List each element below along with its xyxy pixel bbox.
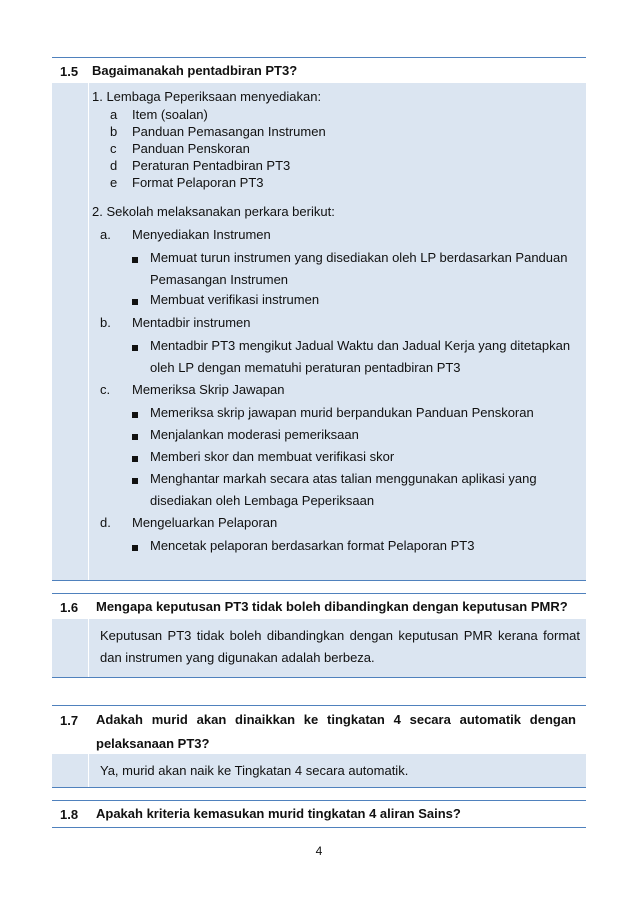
bullet-icon (132, 299, 138, 305)
bullet-icon (132, 257, 138, 263)
question-number: 1.7 (60, 713, 79, 728)
lp-intro: 1. Lembaga Peperiksaan menyediakan: (92, 89, 322, 104)
question-text: Apakah kriteria kemasukan murid tingkatan 4 aliran Sains? (96, 806, 461, 821)
answer-block-1-5 (52, 83, 586, 581)
answer-text: Keputusan PT3 tidak boleh dibandingkan dengan keputusan PMR kerana format dan instrumen yang digunakan adalah berbeza. (100, 628, 580, 665)
question-number: 1.5 (60, 64, 79, 79)
bullet-icon (132, 545, 138, 551)
lp-item: Peraturan Pentadbiran PT3 (132, 158, 291, 173)
lp-item-letter: a (110, 107, 118, 122)
question-row-1-5 (52, 57, 586, 85)
lp-item: Item (soalan) (132, 107, 208, 122)
bullet-text-continuation: disediakan oleh Lembaga Peperiksaan (150, 493, 375, 508)
page-number: 4 (315, 844, 323, 858)
lp-item: Panduan Penskoran (132, 141, 250, 156)
question-row-1-7 (52, 705, 586, 756)
bullet-text: Membuat verifikasi instrumen (150, 292, 320, 307)
bullet-text: Mentadbir PT3 mengikut Jadual Waktu dan Jadual Kerja yang ditetapkan (150, 338, 571, 353)
school-intro: 2. Sekolah melaksanakan perkara berikut: (92, 204, 335, 219)
answer-block-1-7 (52, 754, 586, 788)
bullet-text-continuation: Pemasangan Instrumen (150, 272, 289, 287)
lp-item-letter: b (110, 124, 118, 139)
lp-item: Format Pelaporan PT3 (132, 175, 264, 190)
question-text: Bagaimanakah pentadbiran PT3? (92, 63, 298, 78)
bullet-text: Mencetak pelaporan berdasarkan format Pelaporan PT3 (150, 538, 475, 553)
bullet-text: Memberi skor dan membuat verifikasi skor (150, 449, 395, 464)
bullet-text: Menghantar markah secara atas talian menggunakan aplikasi yang (150, 471, 537, 486)
answer-margin-cell (52, 619, 89, 677)
answer-text: Ya, murid akan naik ke Tingkatan 4 secara automatik. (100, 763, 409, 778)
school-item: Mentadbir instrumen (132, 315, 251, 330)
bullet-icon (132, 434, 138, 440)
answer-margin-cell (52, 83, 89, 580)
question-text: Adakah murid akan dinaikkan ke tingkatan 4 secara automatik dengan pelaksanaan PT3? (96, 712, 576, 751)
school-item: Memeriksa Skrip Jawapan (132, 382, 285, 397)
question-row-1-8 (52, 800, 586, 828)
bullet-text-continuation: oleh LP dengan mematuhi peraturan pentadbiran PT3 (150, 360, 461, 375)
question-number: 1.8 (60, 807, 79, 822)
answer-block-1-6 (52, 619, 586, 678)
bullet-icon (132, 456, 138, 462)
school-item-letter: c. (100, 382, 111, 397)
school-item: Menyediakan Instrumen (132, 227, 271, 242)
lp-item-letter: e (110, 175, 118, 190)
school-item-letter: b. (100, 315, 111, 330)
bullet-icon (132, 478, 138, 484)
bullet-icon (132, 345, 138, 351)
bullet-icon (132, 412, 138, 418)
school-item: Mengeluarkan Pelaporan (132, 515, 278, 530)
bullet-text: Memeriksa skrip jawapan murid berpandukan Panduan Penskoran (150, 405, 534, 420)
lp-item: Panduan Pemasangan Instrumen (132, 124, 326, 139)
bullet-text: Menjalankan moderasi pemeriksaan (150, 427, 359, 442)
question-row-1-6 (52, 593, 586, 621)
school-item-letter: a. (100, 227, 111, 242)
question-text: Mengapa keputusan PT3 tidak boleh dibandingkan dengan keputusan PMR? (96, 599, 568, 614)
school-item-letter: d. (100, 515, 111, 530)
answer-margin-cell (52, 754, 89, 787)
lp-item-letter: d (110, 158, 118, 173)
bullet-text: Memuat turun instrumen yang disediakan oleh LP berdasarkan Panduan (150, 250, 568, 265)
lp-item-letter: c (110, 141, 117, 156)
question-number: 1.6 (60, 600, 79, 615)
